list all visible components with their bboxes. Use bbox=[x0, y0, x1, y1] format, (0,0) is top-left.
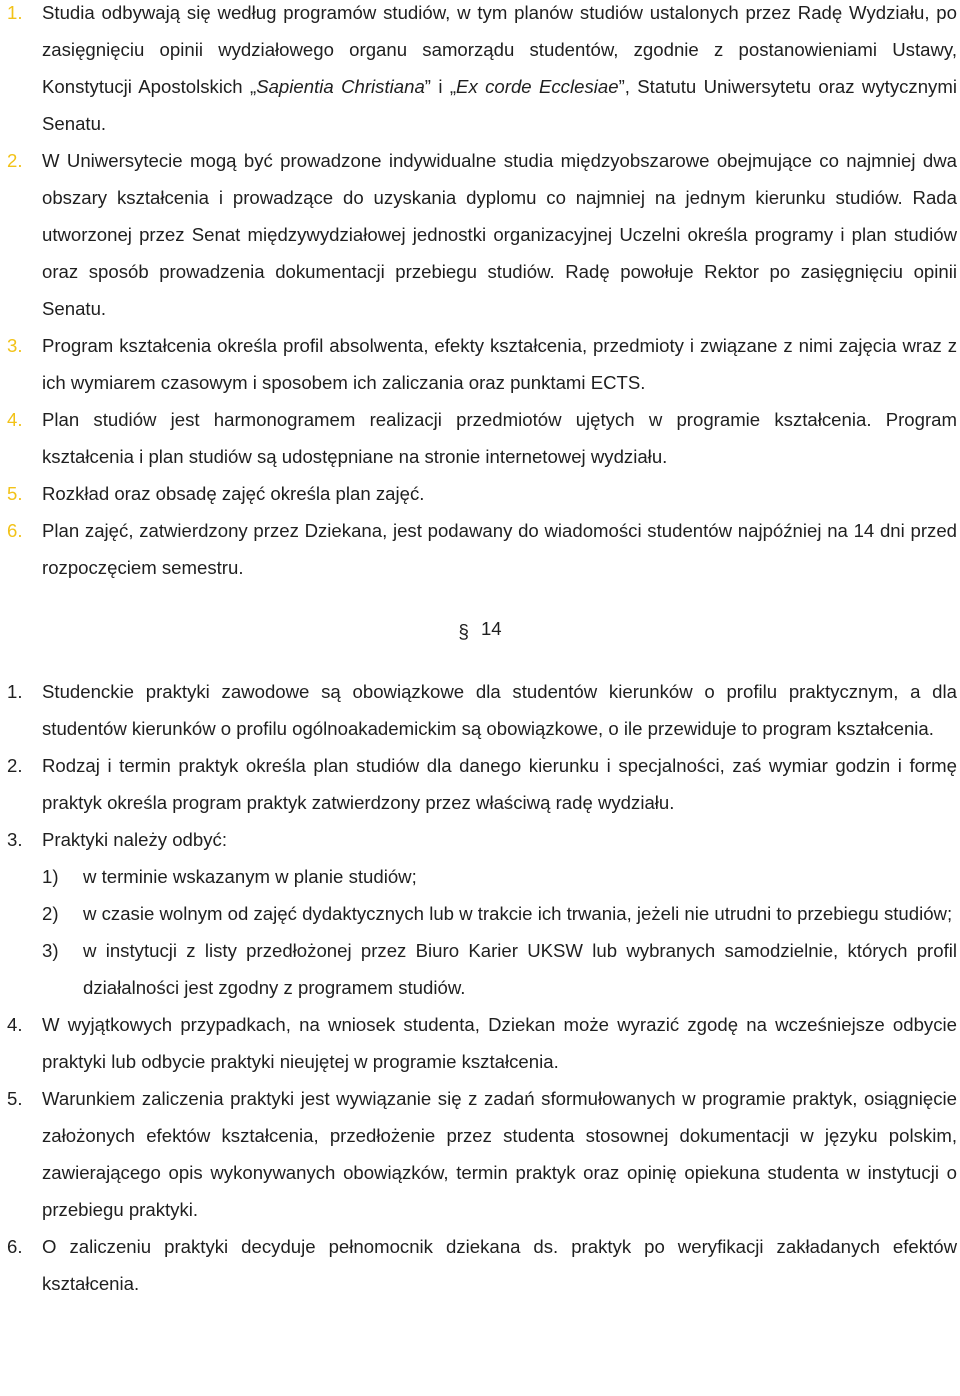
item-number: 2. bbox=[7, 150, 23, 171]
sub-item-number: 2) bbox=[42, 903, 59, 924]
item-number: 4. bbox=[7, 1014, 23, 1035]
section-13-item-6 bbox=[0, 512, 960, 586]
section-14-list bbox=[0, 673, 960, 1302]
item-number: 2. bbox=[7, 755, 23, 776]
section-14-item-2 bbox=[0, 747, 960, 821]
item-text: Plan zajęć, zatwierdzony przez Dziekana, jest podawany do wiadomości studentów najpóźniej na 14 dni przed rozpoczęciem semestru. bbox=[42, 520, 957, 578]
sub-item-1 bbox=[0, 858, 960, 895]
section-13-item-3 bbox=[0, 327, 960, 401]
sub-item-text: w terminie wskazanym w planie studiów; bbox=[83, 866, 417, 887]
item-number: 6. bbox=[7, 1236, 23, 1257]
section-14-item-3 bbox=[0, 821, 960, 858]
section-number: 14 bbox=[480, 618, 502, 639]
italic-title: Sapientia Christiana bbox=[256, 76, 425, 97]
section-13-item-1 bbox=[0, 0, 960, 142]
item-text: W Uniwersytecie mogą być prowadzone indywidualne studia międzyobszarowe obejmujące co najmniej dwa obszary kształcenia i prowadzące do uzyskania dyplomu co najmniej na jednym kierunku studiów. Rada utworzonej przez Senat międzywydziałowej jednostki organizacyjnej Uczelni określa programy i plan studiów oraz sposób prowadzenia dokumentacji przebiegu studiów. Radę powołuje Rektor po zasięgnięciu opinii Senatu. bbox=[42, 150, 957, 319]
item-text: Studenckie praktyki zawodowe są obowiązkowe dla studentów kierunków o profilu praktycznym, a dla studentów kierunków o profilu ogólnoakademickim są obowiązkowe, o ile przewiduje to program kształcenia. bbox=[42, 681, 957, 739]
section-14-item-6 bbox=[0, 1228, 960, 1302]
sub-item-text: w instytucji z listy przedłożonej przez Biuro Karier UKSW lub wybranych samodzielnie, których profil działalności jest zgodny z programem studiów. bbox=[83, 940, 957, 998]
section-heading bbox=[0, 610, 960, 648]
section-14-item-5 bbox=[0, 1080, 960, 1228]
item-number: 3. bbox=[7, 829, 23, 850]
item-text: O zaliczeniu praktyki decyduje pełnomocnik dziekana ds. praktyk po weryfikacji zakładanych efektów kształcenia. bbox=[42, 1236, 957, 1294]
section-13-item-5 bbox=[0, 475, 960, 512]
item-number: 3. bbox=[7, 335, 23, 356]
item-text: ” i „ bbox=[424, 76, 457, 97]
section-13-list bbox=[0, 0, 960, 586]
item-number: 5. bbox=[7, 1088, 23, 1109]
sub-item-number: 3) bbox=[42, 940, 59, 961]
item-text: Praktyki należy odbyć: bbox=[42, 829, 227, 850]
sub-item-text: w czasie wolnym od zajęć dydaktycznych lub w trakcie ich trwania, jeżeli nie utrudni to przebiegu studiów; bbox=[83, 903, 953, 924]
section-symbol: § bbox=[458, 622, 469, 643]
item-text: Warunkiem zaliczenia praktyki jest wywiązanie się z zadań sformułowanych w programie praktyk, osiągnięcie założonych efektów kształcenia, przedłożenie przez studenta stosownej dokumentacji w języku polskim, zawierającego opis wykonywanych obowiązków, termin praktyk oraz opinię opiekuna studenta w instytucji o przebiegu praktyki. bbox=[42, 1088, 957, 1220]
item-text: Plan studiów jest harmonogramem realizacji przedmiotów ujętych w programie kształcenia. Program kształcenia i plan studiów są udostępniane na stronie internetowej wydziału. bbox=[42, 409, 957, 467]
section-13-item-4 bbox=[0, 401, 960, 475]
section-14-item-1 bbox=[0, 673, 960, 747]
item-number: 1. bbox=[7, 681, 23, 702]
item-number: 4. bbox=[7, 409, 23, 430]
item-text: Program kształcenia określa profil absolwenta, efekty kształcenia, przedmioty i związane z nimi zajęcia wraz z ich wymiarem czasowym i sposobem ich zaliczania oraz punktami ECTS. bbox=[42, 335, 957, 393]
italic-title: Ex corde Ecclesiae bbox=[456, 76, 619, 97]
section-14-item-4 bbox=[0, 1006, 960, 1080]
sub-item-3 bbox=[0, 932, 960, 1006]
item-number: 1. bbox=[7, 2, 23, 23]
section-13-item-2 bbox=[0, 142, 960, 327]
sub-item-number: 1) bbox=[42, 866, 59, 887]
item-number: 6. bbox=[7, 520, 23, 541]
item-text: Studia odbywają się według programów studiów, w tym planów studiów ustalonych przez Radę Wydziału, po zasięgnięciu opinii wydziałowego organu samorządu studentów, zgodnie z postanowieniami Ustawy, Konstytucji Apostolskich „ bbox=[42, 2, 957, 97]
sub-item-2 bbox=[0, 895, 960, 932]
item-number: 5. bbox=[7, 483, 23, 504]
item-text: Rodzaj i termin praktyk określa plan studiów dla danego kierunku i specjalności, zaś wymiar godzin i formę praktyk określa program praktyk zatwierdzony przez właściwą radę wydziału. bbox=[42, 755, 957, 813]
item-text: ”, Statutu Uniwersytetu oraz wytycznymi Senatu. bbox=[42, 76, 957, 134]
item-text: W wyjątkowych przypadkach, na wniosek studenta, Dziekan może wyrazić zgodę na wcześniejsze odbycie praktyki lub odbycie praktyki nieujętej w programie kształcenia. bbox=[42, 1014, 957, 1072]
item-text: Rozkład oraz obsadę zajęć określa plan zajęć. bbox=[42, 483, 425, 504]
